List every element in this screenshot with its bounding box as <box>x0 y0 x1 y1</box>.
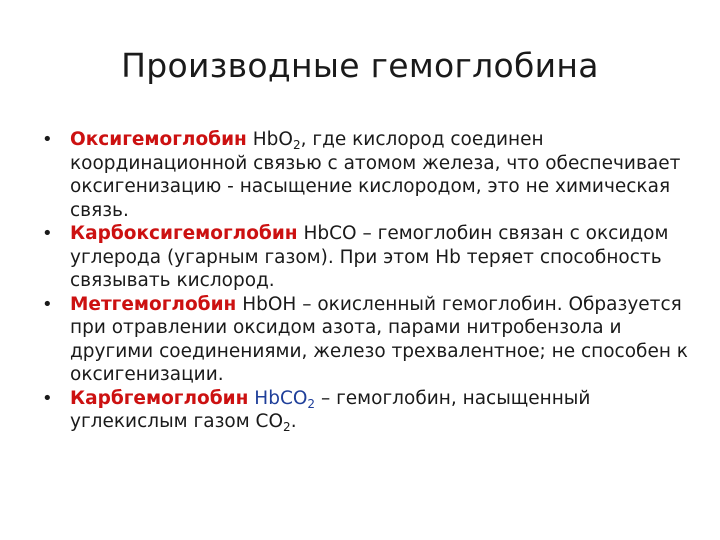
bullet-oxyhemoglobin <box>38 128 688 222</box>
bullet-icon: • <box>42 293 53 315</box>
term-label: Оксигемоглобин <box>70 129 247 150</box>
term-label: Метгемоглобин <box>70 293 237 315</box>
bullet-carboxyhemoglobin <box>38 222 688 293</box>
slide-title: Производные гемоглобина <box>121 46 599 85</box>
description: – окисленный гемоглобин. Образуется при отравлении оксидом азота, парами нитробензола и другими соединениями, железо трехвалентное; не способен к оксигенизации. <box>70 293 688 385</box>
bullet-carbhemoglobin <box>38 387 688 434</box>
term-label: Карбгемоглобин <box>70 387 249 409</box>
co2-subscript: 2 <box>283 420 291 434</box>
bullet-icon: • <box>42 223 53 244</box>
description: – гемоглобин, насыщенный углекислым газом СО <box>70 387 591 432</box>
formula: HbOH <box>236 293 297 315</box>
term-label: Карбоксигемоглобин <box>70 223 298 244</box>
formula: HbCO$_2$ <box>248 387 316 411</box>
bullet-methemoglobin <box>38 293 688 387</box>
bullet-icon: • <box>42 129 53 150</box>
formula: HbCO <box>297 223 357 244</box>
description-tail: . <box>290 411 297 432</box>
bullet-icon: • <box>42 387 53 409</box>
description: – гемоглобин связан с оксидом углерода (угарным газом). При этом Hb теряет способность связывать кислород. <box>70 223 669 291</box>
description: , где кислород соединен координационной связью с атомом железа, что обеспечивает оксигенизацию - насыщение кислородом, это не химическая связь. <box>70 129 681 221</box>
formula: HbO$_2$ <box>252 129 301 152</box>
bullet-list <box>38 128 688 434</box>
